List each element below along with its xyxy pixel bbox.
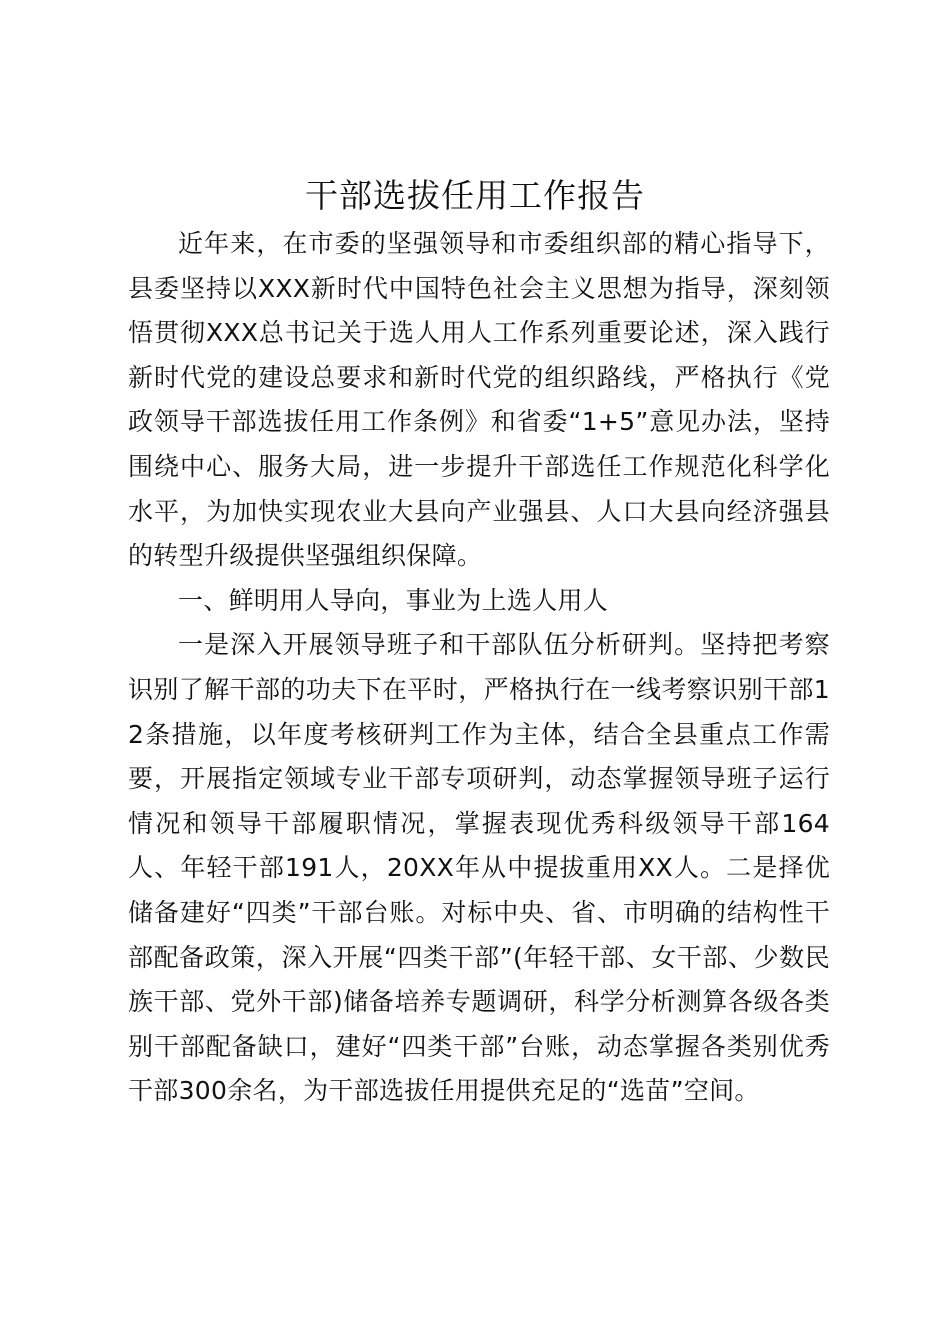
section-paragraph: 一是深入开展领导班子和干部队伍分析研判。坚持把考察识别了解干部的功夫下在平时，严格执行在一线考察识别干部12条措施，以年度考核研判工作为主体，结合全县重点工作需要，开展指定领域专业干部专项研判，动态掌握领导班子运行情况和领导干部履职情况，掌握表现优秀科级领导干部164人、年轻干部191人，20XX年从中提拔重用XX人。二是择优储备建好“四类”干部台账。对标中央、省、市明确的结构性干部配备政策，深入开展“四类干部”(年轻干部、女干部、少数民族干部、党外干部)储备培养专题调研，科学分析测算各级各类别干部配备缺口，建好“四类干部”台账，动态掌握各类别优秀干部300余名，为干部选拔任用提供充足的“选苗”空间。 xyxy=(128,630,830,1106)
document-body xyxy=(128,222,830,1114)
intro-paragraph: 近年来，在市委的坚强领导和市委组织部的精心指导下，县委坚持以XXX新时代中国特色社会主义思想为指导，深刻领悟贯彻XXX总书记关于选人用人工作系列重要论述，深入践行新时代党的建设总要求和新时代党的组织路线，严格执行《党政领导干部选拔任用工作条例》和省委“1+5”意见办法，坚持围绕中心、服务大局，进一步提升干部选任工作规范化科学化水平，为加快实现农业大县向产业强县、人口大县向经济强县的转型升级提供坚强组织保障。 xyxy=(128,229,830,571)
document-title: 干部选拔任用工作报告 xyxy=(305,176,645,215)
section-heading: 一、鲜明用人导向，事业为上选人用人 xyxy=(178,585,609,615)
